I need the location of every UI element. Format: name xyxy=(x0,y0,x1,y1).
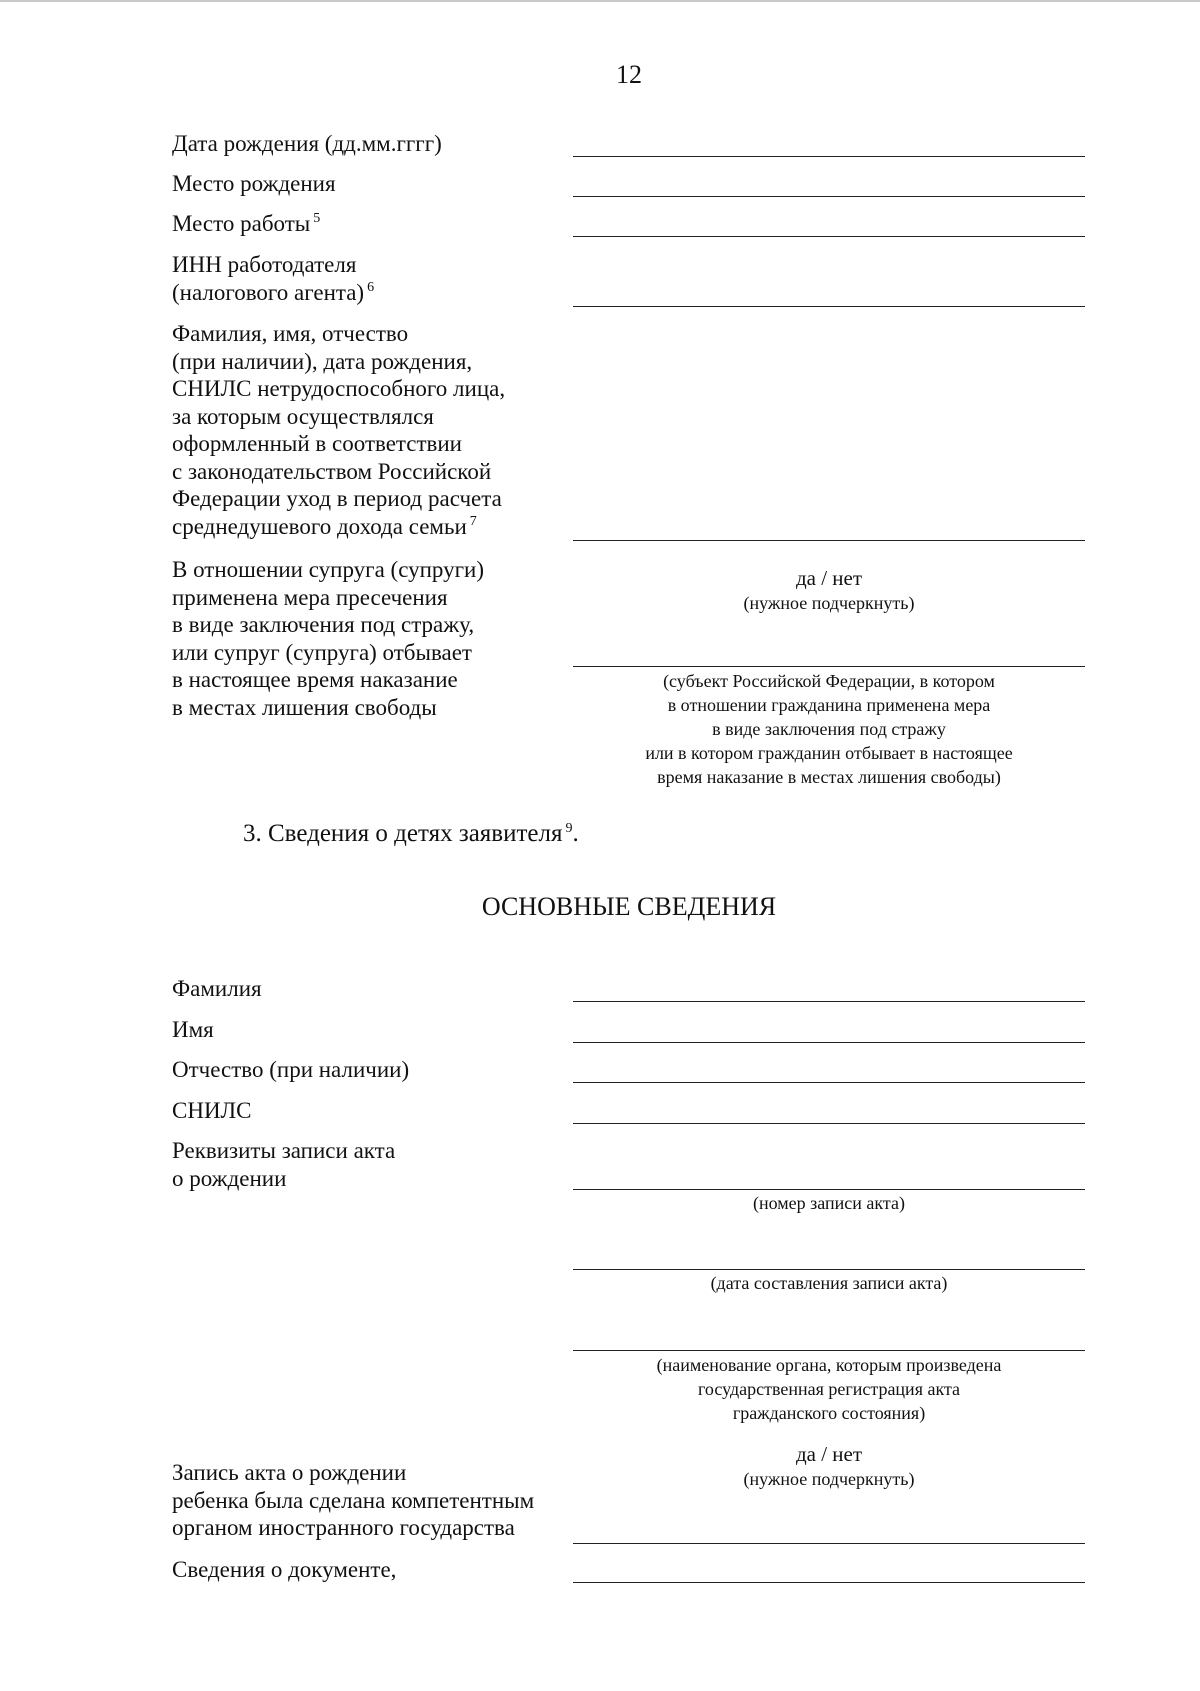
heading-period: . xyxy=(572,820,579,847)
work-place-field[interactable] xyxy=(573,236,1085,237)
birth-date-field[interactable] xyxy=(573,156,1085,157)
foreign-record-label: Запись акта о рождении ребенка была сделана компетентным органом иностранного государства xyxy=(172,1460,535,1540)
footnote-marker: 9 xyxy=(565,820,573,836)
record-authority-field[interactable] xyxy=(573,1350,1085,1351)
employer-inn-label xyxy=(172,251,374,306)
child-snils-field[interactable] xyxy=(573,1123,1085,1124)
page-number: 12 xyxy=(616,60,642,89)
children-section-heading xyxy=(243,820,579,848)
child-patronymic-field[interactable] xyxy=(573,1082,1085,1083)
record-authority-hint: (наименование органа, которым произведена государственная регистрация акта гражданского состояния) xyxy=(656,1355,1002,1423)
employer-inn-field[interactable] xyxy=(573,306,1085,307)
record-date-field[interactable] xyxy=(573,1269,1085,1270)
work-place-text: Место работы xyxy=(172,211,311,236)
foreign-record-field[interactable] xyxy=(573,1543,1085,1544)
children-heading-text: 3. Сведения о детях заявителя xyxy=(243,820,563,847)
child-surname-label: Фамилия xyxy=(172,976,262,1001)
birth-date-label: Дата рождения (дд.мм.гггг) xyxy=(172,131,442,156)
child-name-field[interactable] xyxy=(573,1042,1085,1043)
main-info-heading: ОСНОВНЫЕ СВЕДЕНИЯ xyxy=(481,892,777,921)
employer-inn-text: ИНН работодателя (налогового агента) xyxy=(172,252,365,305)
scan-edge xyxy=(0,0,1200,2)
foreign-record-hint: (нужное подчеркнуть) xyxy=(743,1469,915,1489)
child-name-label: Имя xyxy=(172,1017,214,1042)
care-person-label xyxy=(172,320,505,540)
birth-place-label: Место рождения xyxy=(172,171,336,196)
work-place-label xyxy=(172,210,320,238)
birth-place-field[interactable] xyxy=(573,196,1085,197)
record-number-field[interactable] xyxy=(573,1189,1085,1190)
record-date-hint: (дата составления записи акта) xyxy=(710,1273,948,1293)
custody-yes-no[interactable]: да / нет xyxy=(795,566,863,590)
document-info-label: Сведения о документе, xyxy=(172,1557,397,1582)
birth-record-label: Реквизиты записи акта о рождении xyxy=(172,1138,396,1191)
child-surname-field[interactable] xyxy=(573,1001,1085,1002)
care-person-field[interactable] xyxy=(573,540,1085,541)
foreign-record-yes-no[interactable]: да / нет xyxy=(795,1442,863,1466)
record-number-hint: (номер записи акта) xyxy=(753,1193,905,1213)
footnote-marker: 6 xyxy=(367,279,375,295)
document-info-field[interactable] xyxy=(573,1582,1085,1583)
care-person-text: Фамилия, имя, отчество (при наличии), дата рождения, СНИЛС нетрудоспособного лица, за которым осуществлялся оформленный в соответствии с законодательством Российской Федерации уход в период расчета среднедушевого дохода семьи xyxy=(172,321,506,539)
child-patronymic-label: Отчество (при наличии) xyxy=(172,1057,410,1082)
footnote-marker: 7 xyxy=(469,513,477,529)
custody-hint: (нужное подчеркнуть) xyxy=(743,593,915,613)
custody-region-field[interactable] xyxy=(573,666,1085,667)
custody-region-hint: (субъект Российской Федерации, в котором в отношении гражданина применена мера в виде заключения под стражу или в котором гражданин отбывает в настоящее время наказание в местах лишения свободы) xyxy=(645,671,1013,787)
child-snils-label: СНИЛС xyxy=(172,1098,252,1123)
custody-label: В отношении супруга (супруги) применена мера пресечения в виде заключения под стражу, или супруг (супруга) отбывает в настоящее время наказание в местах лишения свободы xyxy=(172,557,485,720)
footnote-marker: 5 xyxy=(313,211,321,227)
